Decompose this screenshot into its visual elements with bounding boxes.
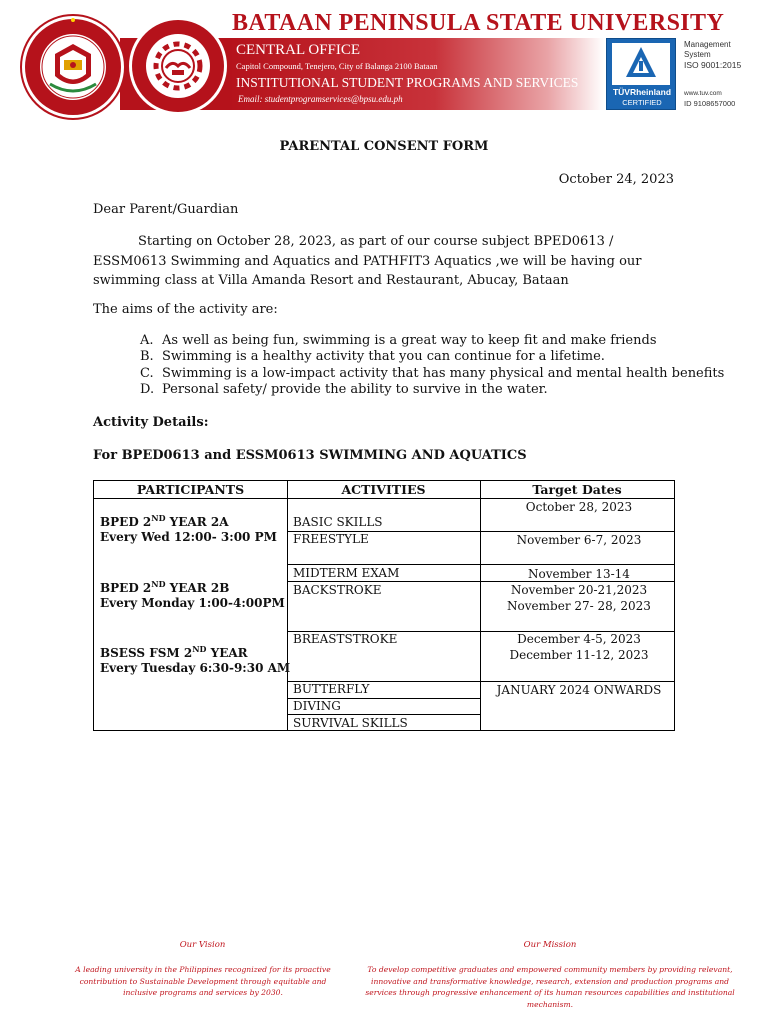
table-divider: [287, 481, 288, 730]
tuv-brand: TÜVRheinland: [612, 87, 672, 97]
participant-program: BPED 2ND YEAR 2B: [100, 579, 230, 595]
activity-heading: Activity Details:: [93, 415, 209, 430]
form-title: PARENTAL CONSENT FORM: [279, 139, 489, 154]
col-header-activities: ACTIVITIES: [341, 482, 426, 497]
date-line: November 6-7, 2023: [516, 533, 642, 547]
aim-text: Swimming is a healthy activity that you can continue for a lifetime.: [162, 349, 605, 365]
university-name: BATAAN PENINSULA STATE UNIVERSITY: [232, 10, 725, 36]
table-divider: [480, 481, 481, 730]
col-header-target-dates: Target Dates: [532, 482, 622, 497]
date-line: December 11-12, 2023: [509, 648, 649, 662]
aim-letter: D.: [140, 381, 155, 397]
aim-text: Personal safety/ provide the ability to survive in the water.: [162, 381, 548, 397]
activity-cell: DIVING: [293, 699, 341, 713]
aim-letter: B.: [140, 349, 154, 365]
aims-intro: The aims of the activity are:: [93, 302, 278, 317]
participant-program: BPED 2ND YEAR 2A: [100, 513, 229, 529]
activity-cell: BUTTERFLY: [293, 682, 370, 696]
date-cell: [482, 566, 676, 582]
aim-text: Swimming is a low-impact activity that has many physical and mental health benefits: [162, 365, 725, 381]
iso-certification: [606, 38, 752, 110]
activity-cell: BREASTSTROKE: [293, 632, 398, 646]
date-line: November 27- 28, 2023: [507, 599, 651, 613]
date-cell: [482, 682, 676, 698]
participant-schedule: Every Tuesday 6:30-9:30 AM: [100, 661, 291, 675]
tuv-badge: [606, 38, 676, 110]
cert-url: www.tuv.com: [684, 90, 722, 97]
col-header-participants: PARTICIPANTS: [136, 482, 245, 497]
form-date: October 24, 2023: [558, 172, 674, 187]
activity-cell: SURVIVAL SKILLS: [293, 716, 408, 730]
cert-standard: ISO 9001:2015: [684, 60, 742, 70]
date-line: December 4-5, 2023: [517, 632, 641, 646]
table-divider: [287, 714, 480, 715]
aim-letter: C.: [140, 365, 154, 381]
mission-heading: Our Mission: [523, 940, 577, 950]
cert-line1: Management: [684, 40, 731, 49]
date-line: November 20-21,2023: [510, 583, 648, 597]
date-cell: [482, 532, 676, 548]
date-cell: [482, 582, 676, 614]
letterhead: [0, 0, 768, 122]
table-divider: [287, 581, 480, 582]
aims-list: [140, 333, 725, 398]
participant-group: [100, 515, 277, 545]
cert-id: ID 9108657000: [684, 99, 736, 108]
aim-letter: A.: [140, 333, 154, 348]
tuv-logo-icon: [612, 43, 670, 85]
course-heading: For BPED0613 and ESSM0613 SWIMMING AND AQUATICS: [93, 448, 527, 463]
aim-item: [140, 349, 700, 365]
cert-line2: System: [684, 50, 711, 59]
date-line: October 28, 2023: [525, 500, 633, 514]
aim-item: [140, 365, 725, 382]
office-name: CENTRAL OFFICE: [236, 42, 361, 58]
vision-heading: Our Vision: [179, 940, 226, 950]
aim-item: [140, 382, 700, 398]
office-address: Capitol Compound, Tenejero, City of Balanga 2100 Bataan: [236, 61, 438, 71]
date-line: JANUARY 2024 ONWARDS: [496, 683, 662, 697]
activity-cell: MIDTERM EXAM: [293, 566, 400, 580]
salutation: Dear Parent/Guardian: [93, 202, 239, 217]
activity-cell: BACKSTROKE: [293, 583, 382, 597]
vision-text: A leading university in the Philippines recognized for its proactive contribution to Sustainable Development through equitable and inclusive programs and services by 2030.: [75, 965, 331, 997]
participant-group: [100, 581, 285, 611]
intro-text: Starting on October 28, 2023, as part of our course subject BPED0613 / ESSM0613 Swimming and Aquatics and PATHFIT3 Aquatics ,we will be having our swimming class at Villa Amanda Resort and Restaurant, Abucay, Bataan: [93, 234, 642, 288]
table-divider: [480, 564, 674, 565]
date-cell: [482, 631, 676, 663]
activity-cell: FREESTYLE: [293, 532, 369, 546]
intro-paragraph: [93, 232, 677, 291]
university-seal-icon: [20, 14, 126, 120]
participant-group: [100, 646, 290, 676]
program-name: INSTITUTIONAL STUDENT PROGRAMS AND SERVICES: [236, 75, 579, 90]
activity-table: [93, 480, 675, 731]
mission-text: To develop competitive graduates and empowered community members by providing relevant, innovative and transformative knowledge, research, extension and production programs and services through progressive enhancement of its human resources capabilities and institutional mechanism.: [365, 965, 735, 1009]
participant-schedule: Every Monday 1:00-4:00PM: [100, 596, 285, 610]
participant-schedule: Every Wed 12:00- 3:00 PM: [100, 530, 277, 544]
table-divider: [287, 564, 480, 565]
activity-cell: BASIC SKILLS: [293, 515, 383, 529]
aim-text: As well as being fun, swimming is a great way to keep fit and make friends: [162, 333, 657, 348]
participant-program: BSESS FSM 2ND YEAR: [100, 644, 248, 660]
student-affairs-seal-icon: [128, 16, 228, 116]
date-cell: [482, 499, 676, 515]
aim-item: [140, 333, 700, 349]
date-line: November 13-14: [528, 567, 630, 581]
tuv-certified: CERTIFIED: [622, 98, 662, 107]
office-email: Email: studentprogramservices@bpsu.edu.ph: [238, 94, 403, 104]
